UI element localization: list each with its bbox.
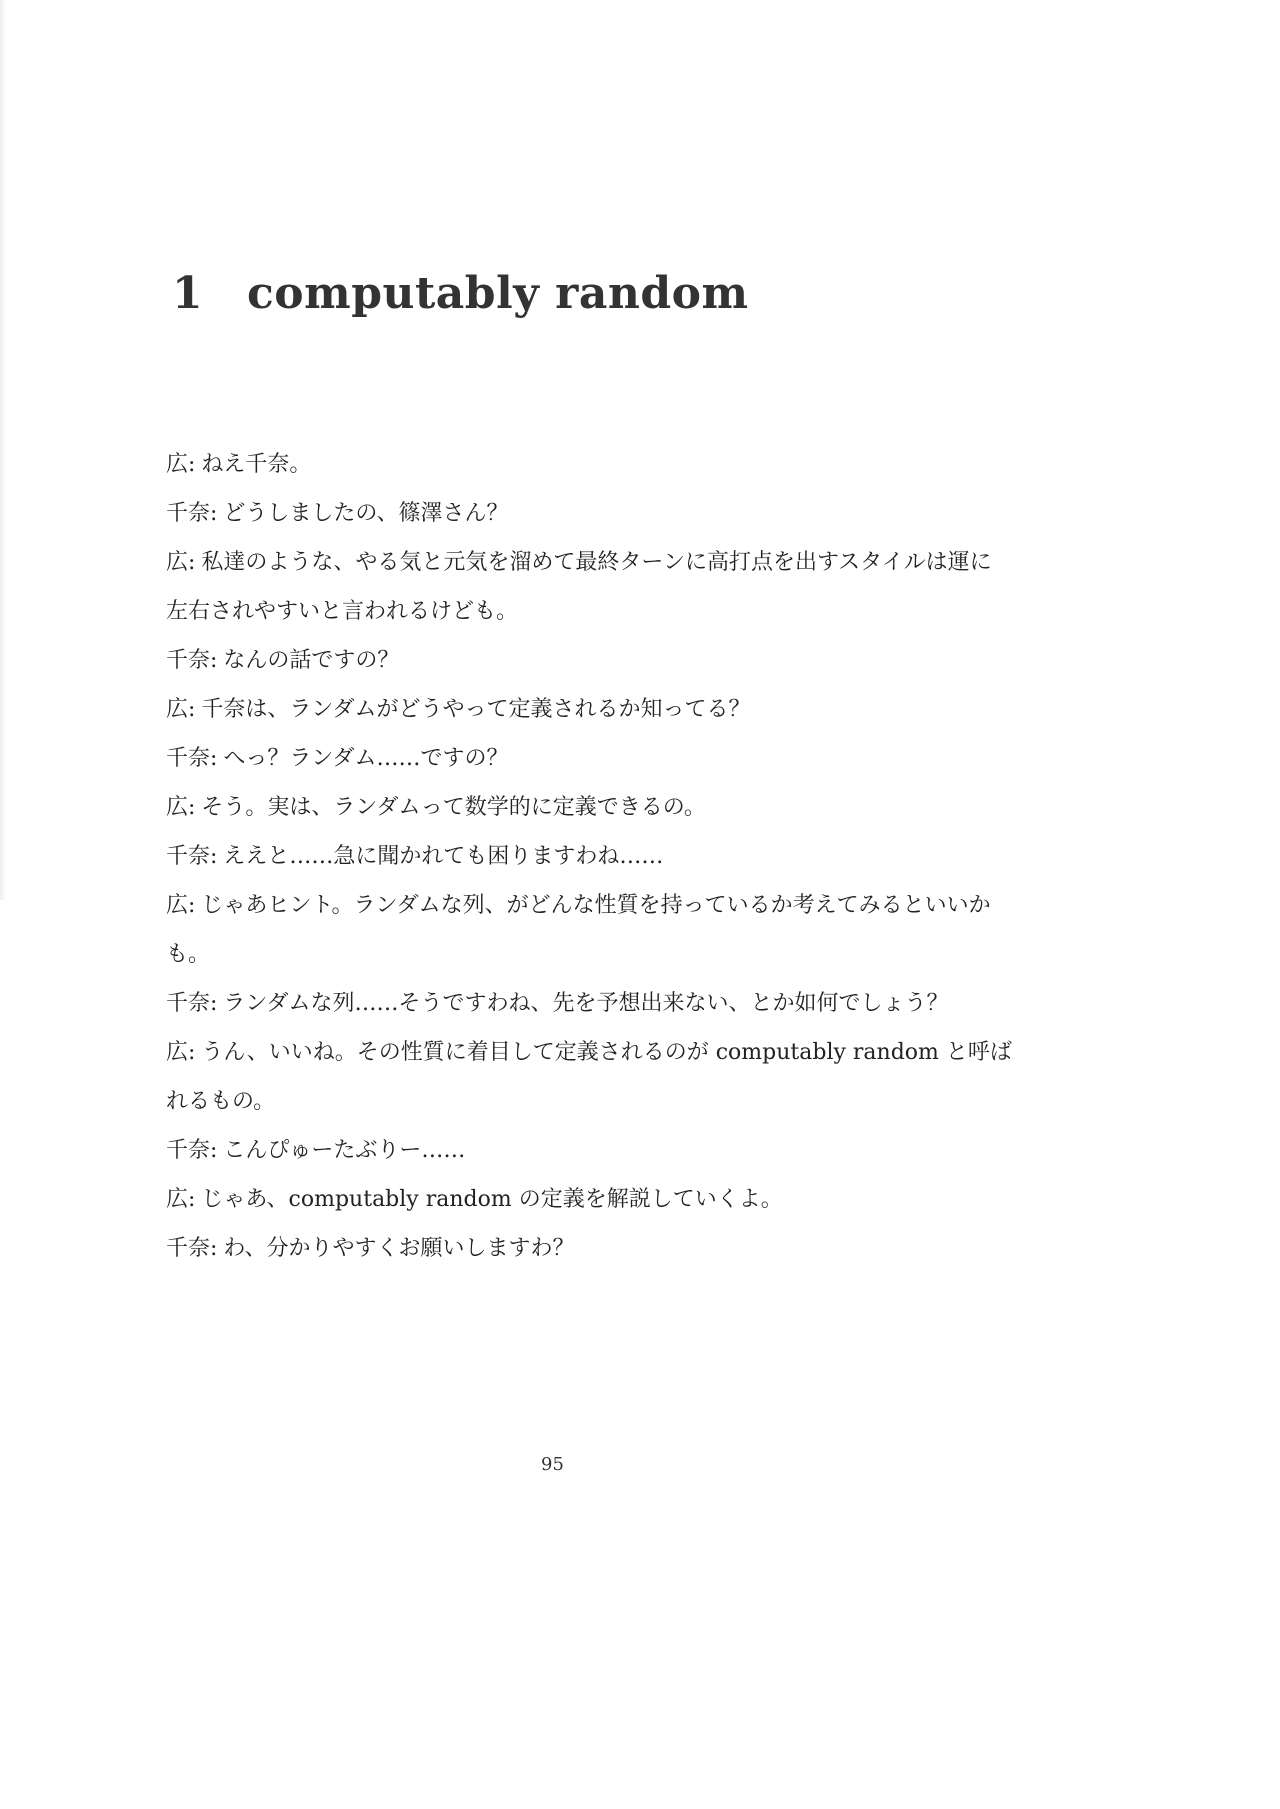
speaker-label: 千奈: <box>166 648 218 673</box>
dialogue-text: も。 <box>166 942 211 967</box>
dialogue-line <box>166 685 948 734</box>
dialogue-line <box>166 587 948 636</box>
dialogue-line <box>166 1077 948 1126</box>
dialogue-text: なんの話ですの？ <box>223 648 400 673</box>
dialogue-text: ええと……急に聞かれても困りますわね…… <box>223 844 664 869</box>
dialogue-line <box>166 538 992 587</box>
dialogue-line <box>166 1224 948 1273</box>
dialogue-text: れるもの。 <box>166 1089 276 1114</box>
speaker-label: 広: <box>166 452 196 477</box>
speaker-label: 広: <box>166 550 196 575</box>
speaker-label: 千奈: <box>166 1138 218 1163</box>
dialogue-line <box>166 832 948 881</box>
speaker-label: 広: <box>166 893 196 918</box>
dialogue-text: ねえ千奈。 <box>201 452 312 477</box>
dialogue-text: じゃあ、computably random の定義を解説していくよ。 <box>201 1187 783 1212</box>
speaker-label: 千奈: <box>166 746 218 771</box>
dialogue-line <box>166 734 948 783</box>
dialogue-line <box>166 979 948 1028</box>
dialogue-text: わ、分かりやすくお願いしますわ？ <box>223 1236 575 1261</box>
dialogue-text: うん、いいね。その性質に着目して定義されるのが computably random と呼ば <box>201 1040 1012 1065</box>
dialogue-text: そう。実は、ランダムって数学的に定義できるの。 <box>201 795 706 820</box>
speaker-label: 広: <box>166 795 196 820</box>
scan-edge <box>0 0 6 900</box>
dialogue-text: じゃあヒント。ランダムな列、がどんな性質を持っているか考えてみるといいか <box>201 893 991 918</box>
page-number: 95 <box>541 1454 564 1475</box>
dialogue-line <box>166 881 991 930</box>
speaker-label: 広: <box>166 1040 196 1065</box>
dialogue <box>166 440 1012 1273</box>
dialogue-text: へっ？ランダム……ですの？ <box>223 746 509 771</box>
dialogue-line <box>166 1175 948 1224</box>
dialogue-text: 私達のような、やる気と元気を溜めて最終ターンに高打点を出すスタイルは運に <box>201 550 992 575</box>
speaker-label: 千奈: <box>166 1236 218 1261</box>
dialogue-line <box>166 1126 948 1175</box>
section-heading <box>172 268 749 319</box>
section-number: 1 <box>172 268 204 319</box>
dialogue-text: こんぴゅーたぶりー…… <box>223 1138 466 1163</box>
section-title: computably random <box>247 268 749 319</box>
speaker-label: 広: <box>166 1187 196 1212</box>
dialogue-line <box>166 1028 1012 1077</box>
speaker-label: 広: <box>166 697 196 722</box>
dialogue-line <box>166 930 948 979</box>
speaker-label: 千奈: <box>166 844 218 869</box>
dialogue-line <box>166 636 948 685</box>
speaker-label: 千奈: <box>166 501 218 526</box>
dialogue-line <box>166 783 948 832</box>
speaker-label: 千奈: <box>166 991 218 1016</box>
dialogue-line <box>166 489 948 538</box>
dialogue-line <box>166 440 948 489</box>
dialogue-text: 左右されやすいと言われるけども。 <box>166 599 519 624</box>
dialogue-text: 千奈は、ランダムがどうやって定義されるか知ってる？ <box>201 697 751 722</box>
dialogue-text: ランダムな列……そうですわね、先を予想出来ない、とか如何でしょう？ <box>223 991 949 1016</box>
dialogue-text: どうしましたの、篠澤さん？ <box>223 501 509 526</box>
